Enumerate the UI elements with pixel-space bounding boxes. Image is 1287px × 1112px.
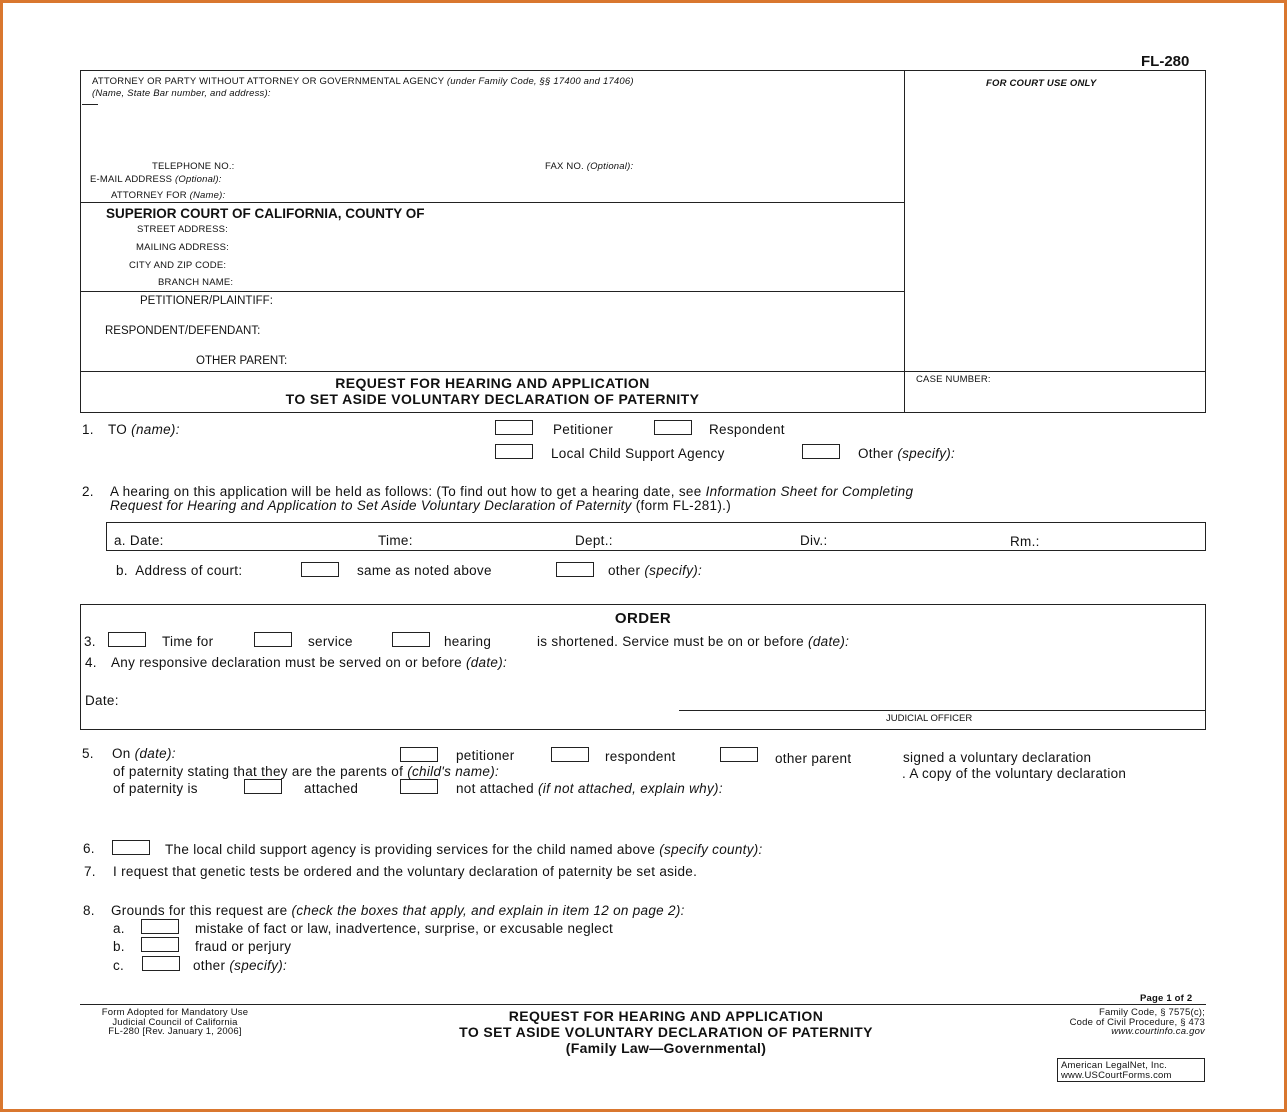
grounds-other-label: other (specify):	[193, 958, 288, 973]
other-address-checkbox[interactable]	[556, 562, 594, 577]
agency-checkbox[interactable]	[495, 444, 533, 459]
respondent-label: RESPONDENT/DEFENDANT:	[105, 325, 261, 337]
order-heading: ORDER	[614, 610, 672, 627]
legalnet-link[interactable]: www.USCourtForms.com	[1061, 1070, 1172, 1081]
item8-number: 8.	[83, 903, 95, 918]
item7-number: 7.	[84, 864, 96, 879]
attorney-label: ATTORNEY OR PARTY WITHOUT ATTORNEY OR GOVERNMENTAL AGENCY (under Family Code, §§ 17400 and 17406)	[92, 76, 634, 87]
county-input[interactable]	[552, 206, 886, 222]
stating-text: of paternity stating that they are the parents of (child's name):	[113, 764, 500, 779]
time-for-checkbox[interactable]	[108, 632, 146, 647]
item6-number: 6.	[83, 841, 95, 856]
legalnet-name: American LegalNet, Inc.	[1061, 1060, 1167, 1071]
responsive-date-input[interactable]	[640, 655, 944, 671]
hearing-checkbox[interactable]	[392, 632, 430, 647]
hearing-div-input[interactable]	[845, 533, 1004, 549]
item5-petitioner-label: petitioner	[456, 748, 515, 763]
agency-option: Local Child Support Agency	[551, 446, 725, 461]
item5-number: 5.	[82, 746, 94, 761]
item2-line2: Request for Hearing and Application to Set Aside Voluntary Declaration of Paternity (form FL-281).)	[110, 498, 732, 513]
form-title-line1: REQUEST FOR HEARING AND APPLICATION	[335, 375, 650, 391]
service-label: service	[308, 634, 353, 649]
hearing-date-input[interactable]	[190, 533, 374, 549]
order-date-label: Date:	[85, 693, 119, 708]
time-for-label: Time for	[162, 634, 214, 649]
paternity-is-text: of paternity is	[113, 781, 198, 796]
item1-to: TO (name):	[108, 422, 180, 437]
order-item3-number: 3.	[84, 634, 96, 649]
other-option: Other (specify):	[858, 446, 956, 461]
attached-label: attached	[304, 781, 359, 796]
attorney-name-input[interactable]	[92, 105, 876, 157]
item1-name-input[interactable]	[210, 422, 484, 438]
hearing-rm-input[interactable]	[1055, 533, 1199, 549]
court-use-label: FOR COURT USE ONLY	[986, 78, 1097, 89]
case-number-label: CASE NUMBER:	[916, 374, 991, 385]
grounds-other-checkbox[interactable]	[142, 956, 180, 971]
item7-text: I request that genetic tests be ordered and the voluntary declaration of paternity be set aside.	[113, 864, 698, 879]
responsive-text: Any responsive declaration must be served on or before (date):	[111, 655, 508, 670]
fax-label: FAX NO. (Optional):	[545, 161, 634, 172]
footer-rule	[80, 1004, 1206, 1005]
item8b-letter: b.	[113, 939, 125, 954]
code-line1: Family Code, § 7575(c);	[1099, 1007, 1205, 1018]
other-address-option: other (specify):	[608, 563, 703, 578]
adopted-line2: Judicial Council of California	[112, 1017, 238, 1028]
same-address-option: same as noted above	[357, 563, 492, 578]
form-number: FL-280	[1141, 53, 1190, 70]
divider-title	[80, 371, 1206, 372]
hearing-div-label: Div.:	[800, 533, 828, 548]
fraud-label: fraud or perjury	[195, 939, 292, 954]
mailing-input[interactable]	[262, 240, 866, 256]
hearing-rm-label: Rm.:	[1010, 534, 1040, 549]
agency-services-checkbox[interactable]	[112, 840, 150, 855]
street-input[interactable]	[262, 222, 866, 238]
item1-number: 1.	[82, 422, 94, 437]
street-label: STREET ADDRESS:	[137, 224, 228, 235]
hearing-label: hearing	[444, 634, 492, 649]
petitioner-checkbox[interactable]	[495, 420, 533, 435]
branch-input[interactable]	[262, 275, 866, 291]
email-input[interactable]	[262, 173, 866, 189]
court-title: SUPERIOR COURT OF CALIFORNIA, COUNTY OF	[106, 206, 425, 221]
branch-label: BRANCH NAME:	[158, 277, 234, 288]
county-specify-input[interactable]	[960, 842, 1199, 858]
form-title-line2: TO SET ASIDE VOLUNTARY DECLARATION OF PATERNITY	[285, 391, 700, 407]
other-checkbox[interactable]	[802, 444, 840, 459]
court-use-divider	[904, 70, 905, 413]
not-attached-label: not attached (if not attached, explain why):	[456, 781, 723, 796]
declaration-date-input[interactable]	[205, 746, 394, 762]
shortened-text: is shortened. Service must be on or before (date):	[537, 634, 850, 649]
code-line2: Code of Civil Procedure, § 473	[1069, 1017, 1205, 1028]
same-address-checkbox[interactable]	[301, 562, 339, 577]
service-date-input[interactable]	[955, 634, 1199, 650]
order-item4-number: 4.	[85, 655, 97, 670]
mistake-checkbox[interactable]	[141, 919, 179, 934]
attorney-sub: (Name, State Bar number, and address):	[92, 88, 271, 99]
footer-title-line1: REQUEST FOR HEARING AND APPLICATION	[508, 1008, 824, 1024]
item2-number: 2.	[82, 484, 94, 499]
respondent-option: Respondent	[709, 422, 785, 437]
city-input[interactable]	[262, 258, 866, 274]
page-number: Page 1 of 2	[1140, 993, 1193, 1004]
petitioner-input[interactable]	[340, 295, 884, 311]
signed-text: signed a voluntary declaration	[903, 750, 1092, 765]
item5-respondent-label: respondent	[605, 749, 676, 764]
respondent-checkbox[interactable]	[654, 420, 692, 435]
case-number-input[interactable]	[916, 390, 1200, 406]
other-parent-label: OTHER PARENT:	[196, 355, 288, 367]
city-label: CITY AND ZIP CODE:	[129, 260, 227, 271]
email-label: E-MAIL ADDRESS (Optional):	[90, 174, 222, 185]
service-checkbox[interactable]	[254, 632, 292, 647]
hearing-time-label: Time:	[378, 533, 413, 548]
judicial-signature-line	[679, 710, 1205, 711]
courtinfo-link[interactable]: www.courtinfo.ca.gov	[1111, 1026, 1205, 1037]
telephone-label: TELEPHONE NO.:	[152, 161, 235, 172]
grounds-other-input[interactable]	[325, 958, 829, 974]
item6-text: The local child support agency is providing services for the child named above (specify county):	[165, 842, 763, 857]
address-label: b. Address of court:	[116, 563, 243, 578]
item5-on: On (date):	[112, 746, 176, 761]
divider-parties	[80, 291, 905, 292]
item8a-letter: a.	[113, 921, 125, 936]
fraud-checkbox[interactable]	[141, 937, 179, 952]
footer-title-line3: (Family Law—Governmental)	[565, 1040, 767, 1056]
adopted-line1: Form Adopted for Mandatory Use	[101, 1007, 249, 1018]
item8-text: Grounds for this request are (check the boxes that apply, and explain in item 12 on page 2):	[111, 903, 685, 918]
hearing-time-input[interactable]	[432, 533, 571, 549]
petitioner-label: PETITIONER/PLAINTIFF:	[140, 295, 273, 307]
hearing-dept-input[interactable]	[630, 533, 794, 549]
attached-checkbox[interactable]	[244, 779, 282, 794]
hearing-dept-label: Dept.:	[575, 533, 613, 548]
respondent-input[interactable]	[340, 325, 884, 341]
mailing-label: MAILING ADDRESS:	[136, 242, 229, 253]
item5-respondent-checkbox[interactable]	[551, 747, 589, 762]
attorney-for-label: ATTORNEY FOR (Name):	[111, 190, 226, 201]
attorney-for-input[interactable]	[262, 188, 866, 204]
petitioner-option: Petitioner	[553, 422, 614, 437]
item8c-letter: c.	[113, 958, 125, 973]
footer-title-line2: TO SET ASIDE VOLUNTARY DECLARATION OF PATERNITY	[459, 1024, 873, 1040]
item5-petitioner-checkbox[interactable]	[400, 747, 438, 762]
mistake-label: mistake of fact or law, inadvertence, surprise, or excusable neglect	[195, 921, 614, 936]
item2-line1: A hearing on this application will be held as follows: (To find out how to get a hearing date, see Information Sheet for Completing	[110, 484, 914, 499]
copy-text: . A copy of the voluntary declaration	[902, 766, 1127, 781]
adopted-line3: FL-280 [Rev. January 1, 2006]	[108, 1026, 242, 1037]
hearing-a: a. Date:	[114, 533, 164, 548]
child-name-input[interactable]	[628, 764, 897, 780]
other-parent-input[interactable]	[340, 355, 884, 371]
judicial-officer-label: JUDICIAL OFFICER	[886, 713, 973, 724]
item5-other-parent-label: other parent	[775, 751, 852, 766]
not-attached-checkbox[interactable]	[400, 779, 438, 794]
item5-other-parent-checkbox[interactable]	[720, 747, 758, 762]
order-date-input[interactable]	[135, 693, 439, 709]
